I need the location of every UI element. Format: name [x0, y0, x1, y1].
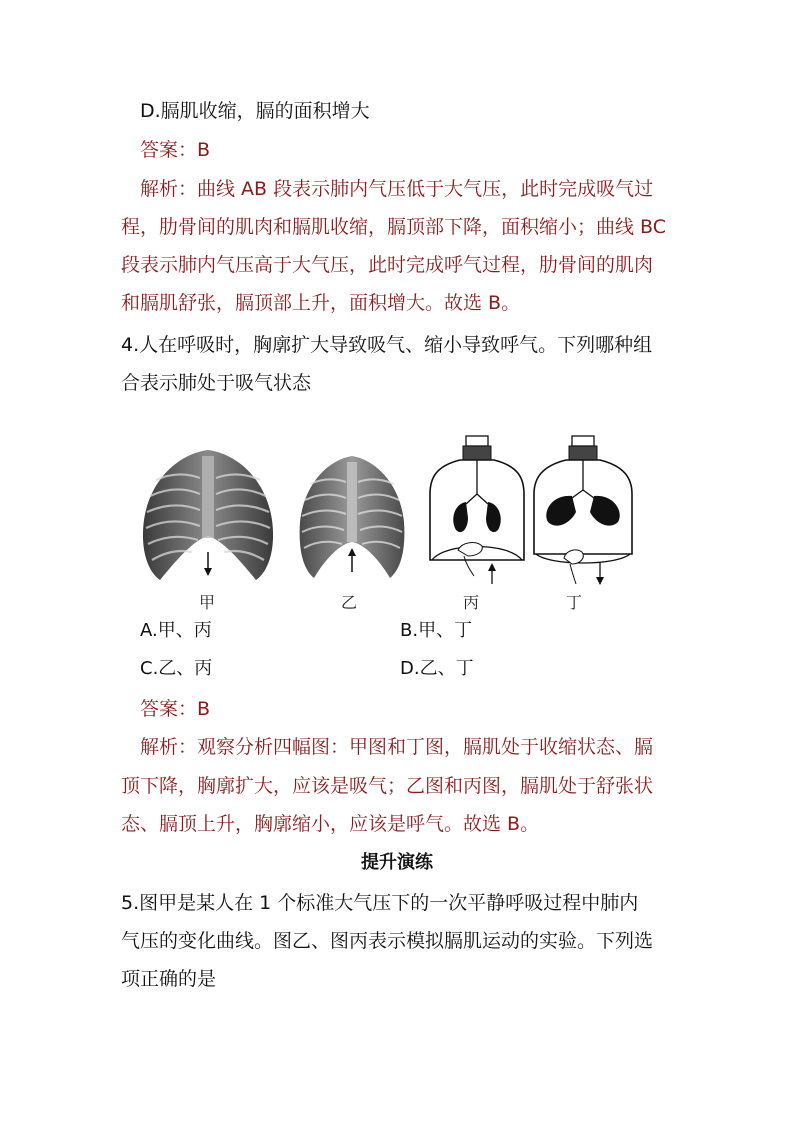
q3-option-d: D.膈肌收缩，膈的面积增大	[140, 100, 370, 122]
q3-answer: 答案：B	[140, 139, 211, 161]
q4-analysis-line-1: 解析：观察分析四幅图：甲图和丁图，膈肌处于收缩状态、膈	[140, 736, 654, 758]
q4-analysis-line-2: 顶下降，胸廓扩大，应该是吸气；乙图和丙图，膈肌处于舒张状	[121, 775, 654, 797]
figure-label-jia: 甲	[199, 593, 216, 612]
figure-label-ding: 丁	[566, 593, 583, 612]
q5-stem-line-2: 气压的变化曲线。图乙、图丙表示模拟膈肌运动的实验。下列选	[121, 930, 654, 952]
q3-analysis-line-4: 和膈肌舒张，膈顶部上升，面积增大。故选 B。	[121, 292, 521, 314]
q4-option-a: A.甲、丙	[140, 620, 212, 641]
bell-jar-bing-illustration	[426, 432, 528, 590]
q3-analysis-line-3: 段表示肺内气压高于大气压，此时完成呼气过程，肋骨间的肌肉	[121, 254, 654, 276]
figure-label-bing: 丙	[463, 593, 480, 612]
q5-stem-line-1: 5.图甲是某人在 1 个标准大气压下的一次平静呼吸过程中肺内	[121, 892, 639, 914]
q5-stem-line-3: 项正确的是	[121, 968, 217, 990]
q3-analysis-line-2: 程，肋骨间的肌肉和膈肌收缩，膈顶部下降，面积缩小；曲线 BC	[121, 216, 667, 238]
q4-option-d: D.乙、丁	[400, 658, 474, 679]
q4-answer: 答案：B	[140, 698, 211, 720]
q3-analysis-line-1: 解析：曲线 AB 段表示肺内气压低于大气压，此时完成吸气过	[140, 178, 654, 200]
q4-stem-line-1: 4.人在呼吸时，胸廓扩大导致吸气、缩小导致呼气。下列哪种组	[121, 334, 653, 356]
ribcage-jia-illustration	[138, 440, 278, 588]
ribcage-yi-illustration	[292, 448, 412, 588]
figure-label-yi: 乙	[341, 593, 358, 612]
q4-option-c: C.乙、丙	[140, 658, 213, 679]
q4-option-b: B.甲、丁	[400, 620, 473, 641]
q4-analysis-line-3: 态、膈顶上升，胸廓缩小，应该是呼气。故选 B。	[121, 813, 540, 835]
q4-stem-line-2: 合表示肺处于吸气状态	[121, 372, 312, 394]
section-heading: 提升演练	[361, 852, 433, 873]
bell-jar-ding-illustration	[530, 432, 636, 590]
